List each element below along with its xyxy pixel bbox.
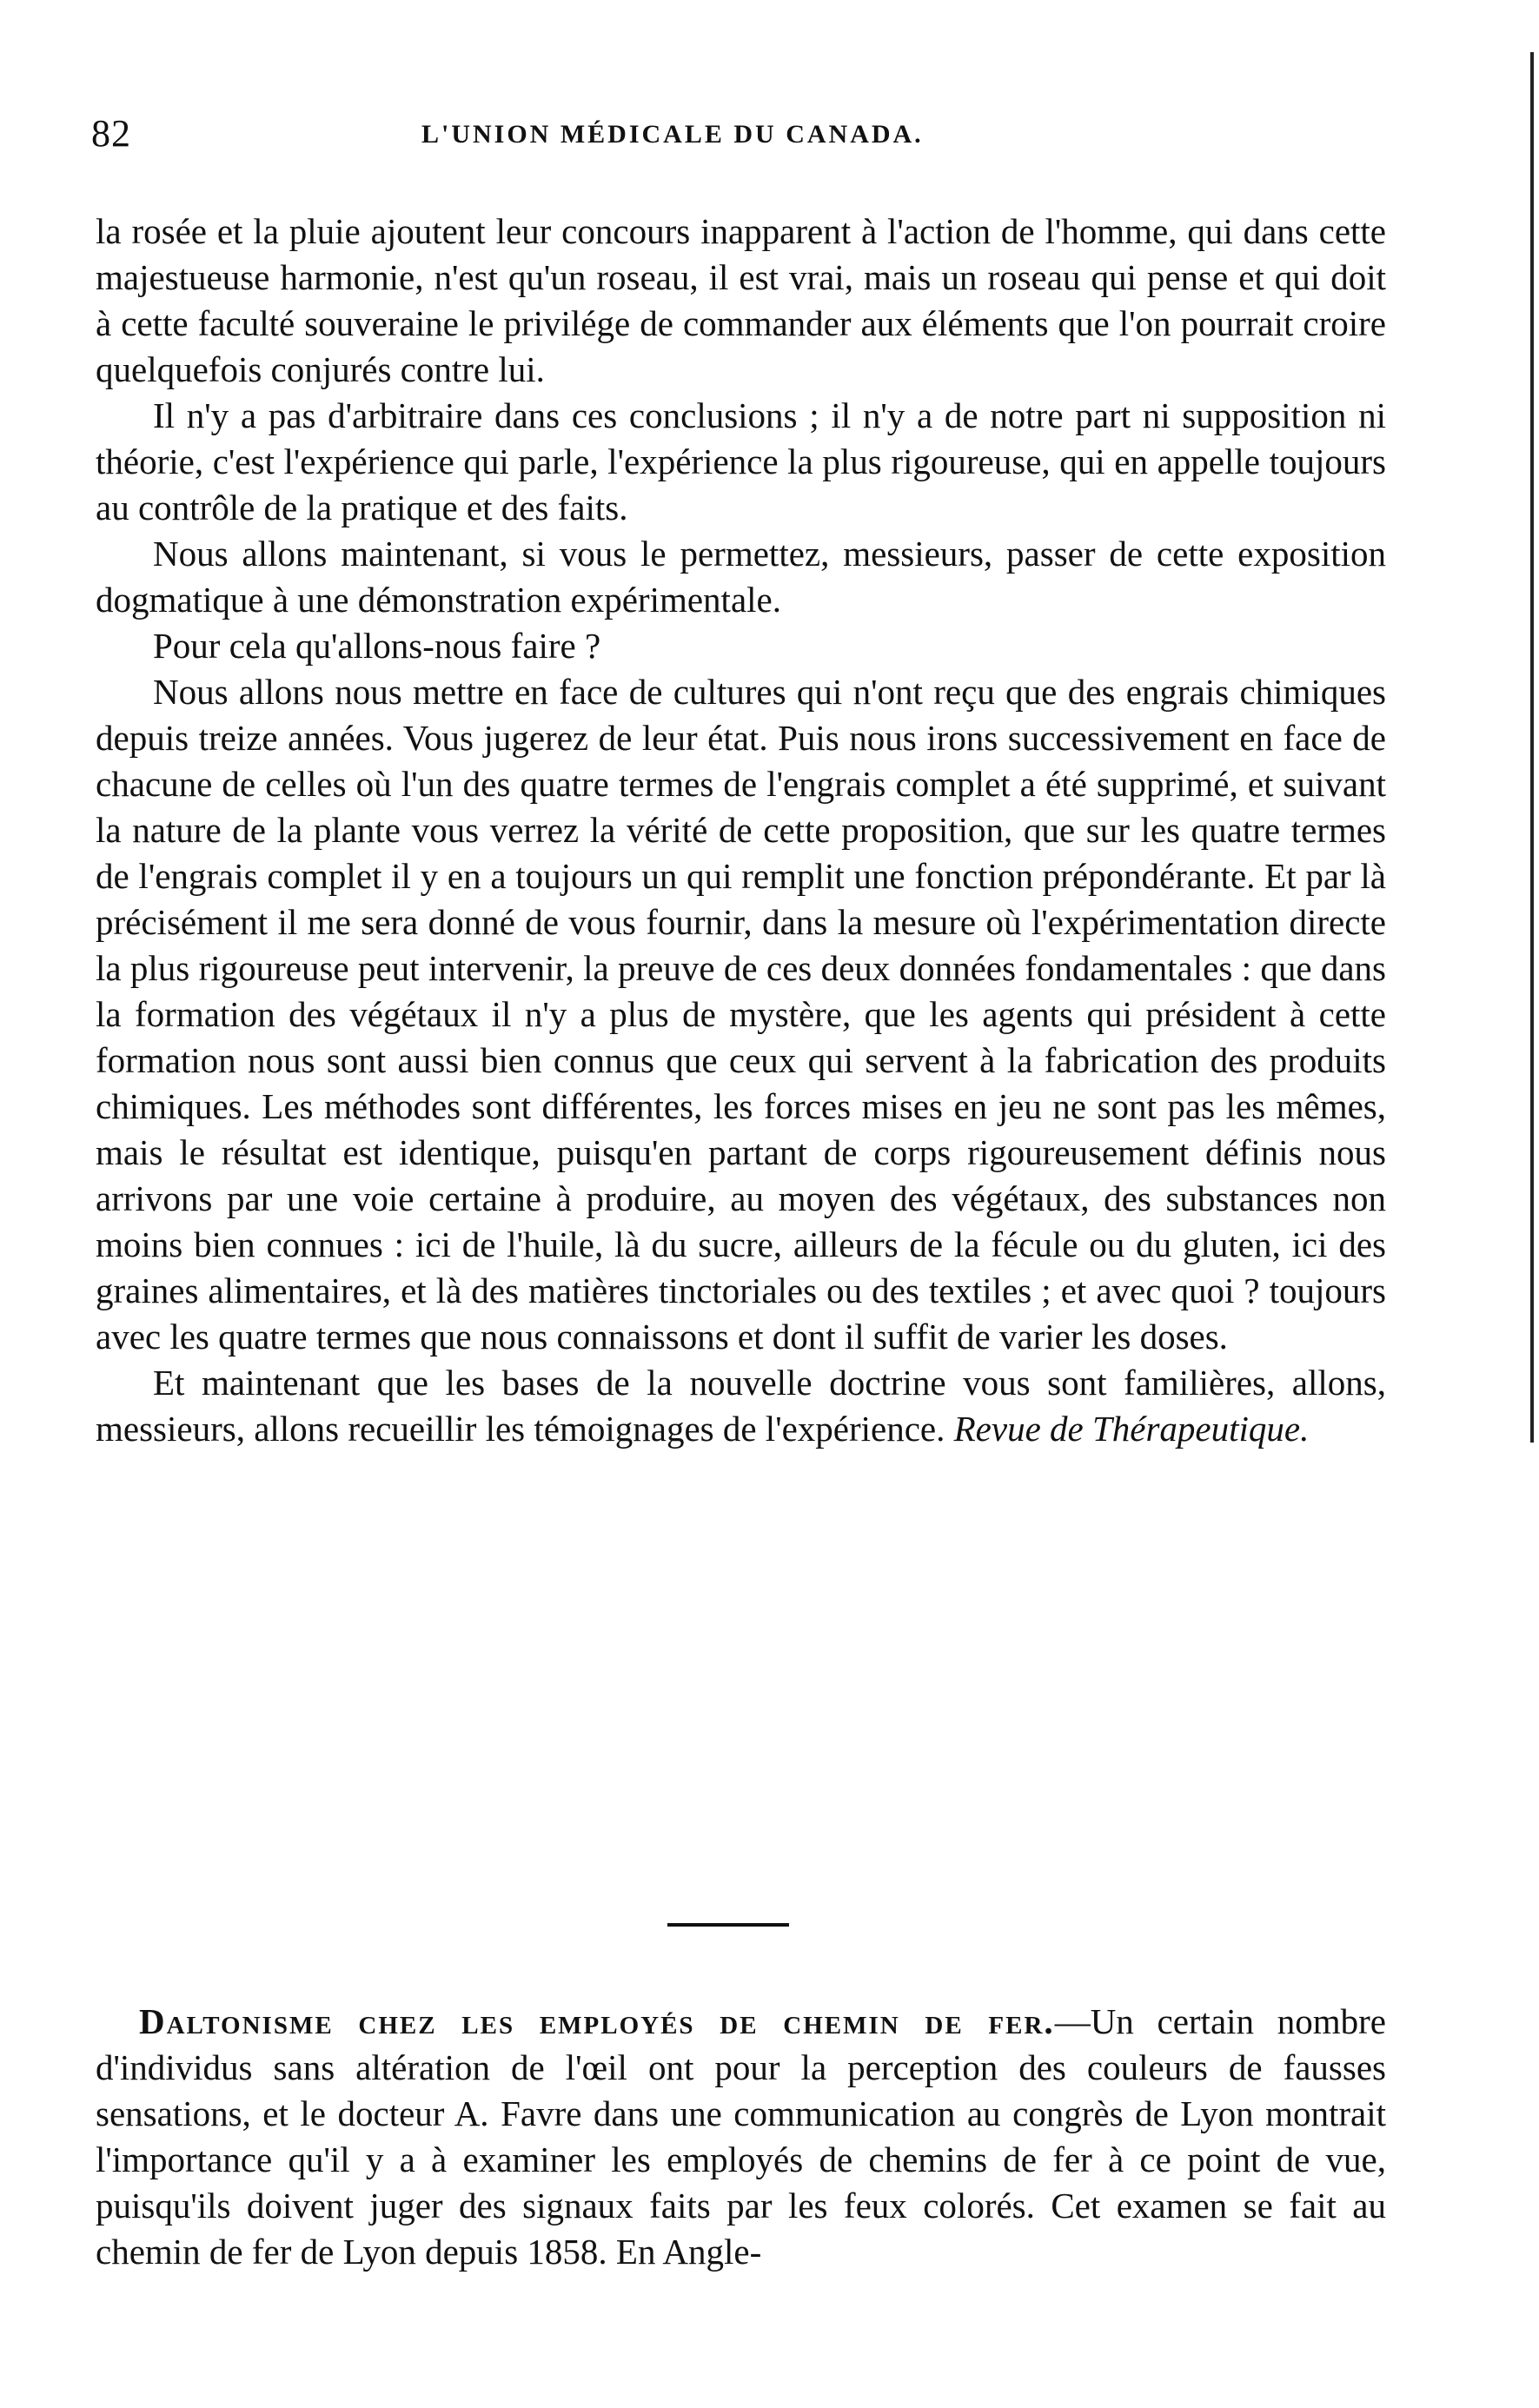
article-dash: — [1054,2001,1091,2041]
running-title: L'UNION MÉDICALE DU CANADA. [421,120,924,149]
paragraph-1: la rosée et la pluie ajoutent leur concours inapparent à l'action de l'homme, qui dans cette majestueuse harmonie, n'est qu'un roseau, il est vrai, mais un roseau qui pense et qui doit à cette faculté souveraine le privilége de commander aux éléments que l'on pourrait croire quelquefois conjurés contre lui. [96,211,1386,389]
article-heading: Daltonisme chez les employés de chemin de fer. [139,2001,1055,2041]
article-text: Un certain nombre d'individus sans altération de l'œil ont pour la perception des couleurs de fausses sensations, et le docteur A. Favre dans une communication au congrès de Lyon montrait l'importance qu'il y a à examiner les employés de chemins de fer à ce point de vue, puisqu'ils doivent juger des signaux faits par les feux colorés. Cet examen se fait au chemin de fer de Lyon depuis 1858. En Angle- [96,2001,1386,2272]
section-divider [667,1923,789,1927]
source-citation: Revue de Thérapeutique. [953,1409,1310,1449]
paragraph-6 [96,1360,1386,1452]
page-header [91,111,1395,172]
daltonisme-article [96,1999,1386,2275]
main-text [96,209,1386,1452]
page-number: 82 [91,112,131,155]
paragraph-6-text: Et maintenant que les bases de la nouvelle doctrine vous sont familières, allons, messieurs, allons recueillir les témoignages de l'expérience. [96,1363,1386,1449]
paragraph-4: Pour cela qu'allons-nous faire ? [153,626,601,666]
page-edge-shadow [1530,52,1534,1443]
article-paragraph [96,1999,1386,2275]
paragraph-2: Il n'y a pas d'arbitraire dans ces conclusions ; il n'y a de notre part ni supposition ni théorie, c'est l'expérience qui parle, l'expérience la plus rigoureuse, qui en appelle toujours au contrôle de la pratique et des faits. [96,395,1386,527]
paragraph-5: Nous allons nous mettre en face de cultures qui n'ont reçu que des engrais chimiques depuis treize années. Vous jugerez de leur état. Puis nous irons successivement en face de chacune de celles où l'un des quatre termes de l'engrais complet a été supprimé, et suivant la nature de la plante vous verrez la vérité de cette proposition, que sur les quatre termes de l'engrais complet il y en a toujours un qui remplit une fonction prépondérante. Et par là précisément il me sera donné de vous fournir, dans la mesure où l'expérimentation directe la plus rigoureuse peut intervenir, la preuve de ces deux données fondamentales : que dans la formation des végétaux il n'y a plus de mystère, que les agents qui président à cette formation nous sont aussi bien connus que ceux qui servent à la fabrication des produits chimiques. Les méthodes sont différentes, les forces mises en jeu ne sont pas les mêmes, mais le résultat est identique, puisqu'en partant de corps rigoureusement définis nous arrivons par une voie certaine à produire, au moyen des végétaux, des substances non moins bien connues : ici de l'huile, là du sucre, ailleurs de la fécule ou du gluten, ici des graines alimentaires, et là des matières tinctoriales ou des textiles ; et avec quoi ? toujours avec les quatre termes que nous connaissons et dont il suffit de varier les doses. [96,672,1386,1357]
paragraph-3: Nous allons maintenant, si vous le permettez, messieurs, passer de cette exposition dogmatique à une démonstration expérimentale. [96,534,1386,620]
